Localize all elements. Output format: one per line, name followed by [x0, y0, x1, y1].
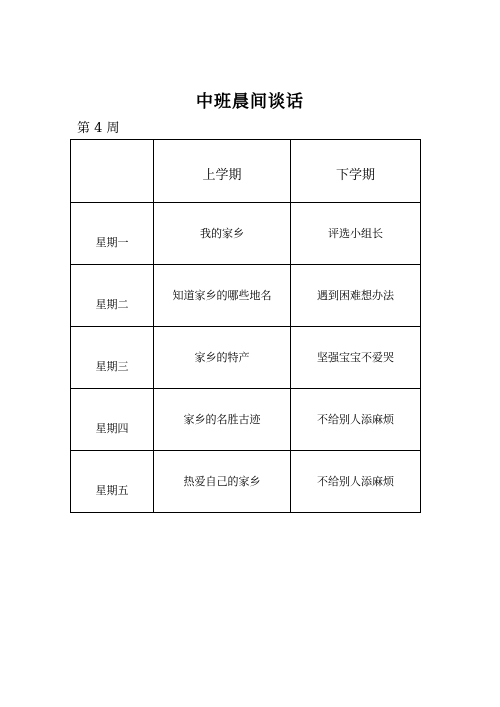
first-term-cell: 我的家乡: [154, 203, 291, 265]
header-cell-first-term: 上学期: [154, 140, 291, 203]
second-term-cell: 不给别人添麻烦: [291, 389, 421, 451]
second-term-cell: 遇到困难想办法: [291, 265, 421, 327]
table-row: [71, 327, 421, 389]
day-cell: 星期一: [71, 203, 154, 265]
table-row: [71, 265, 421, 327]
header-cell-second-term: 下学期: [291, 140, 421, 203]
table-row: [71, 451, 421, 513]
first-term-cell: 家乡的特产: [154, 327, 291, 389]
week-label: 第 4 周: [77, 121, 120, 136]
first-term-cell: 热爱自己的家乡: [154, 451, 291, 513]
second-term-cell: 坚强宝宝不爱哭: [291, 327, 421, 389]
table-header-row: [71, 140, 421, 203]
day-cell: 星期三: [71, 327, 154, 389]
second-term-cell: 评选小组长: [291, 203, 421, 265]
first-term-cell: 知道家乡的哪些地名: [154, 265, 291, 327]
table-row: [71, 389, 421, 451]
day-cell: 星期五: [71, 451, 154, 513]
day-cell: 星期四: [71, 389, 154, 451]
table-row: [71, 203, 421, 265]
day-cell: 星期二: [71, 265, 154, 327]
header-cell-empty: [71, 140, 154, 203]
first-term-cell: 家乡的名胜古迹: [154, 389, 291, 451]
second-term-cell: 不给别人添麻烦: [291, 451, 421, 513]
schedule-table: [70, 139, 421, 513]
page-title: 中班晨间谈话: [196, 92, 304, 112]
